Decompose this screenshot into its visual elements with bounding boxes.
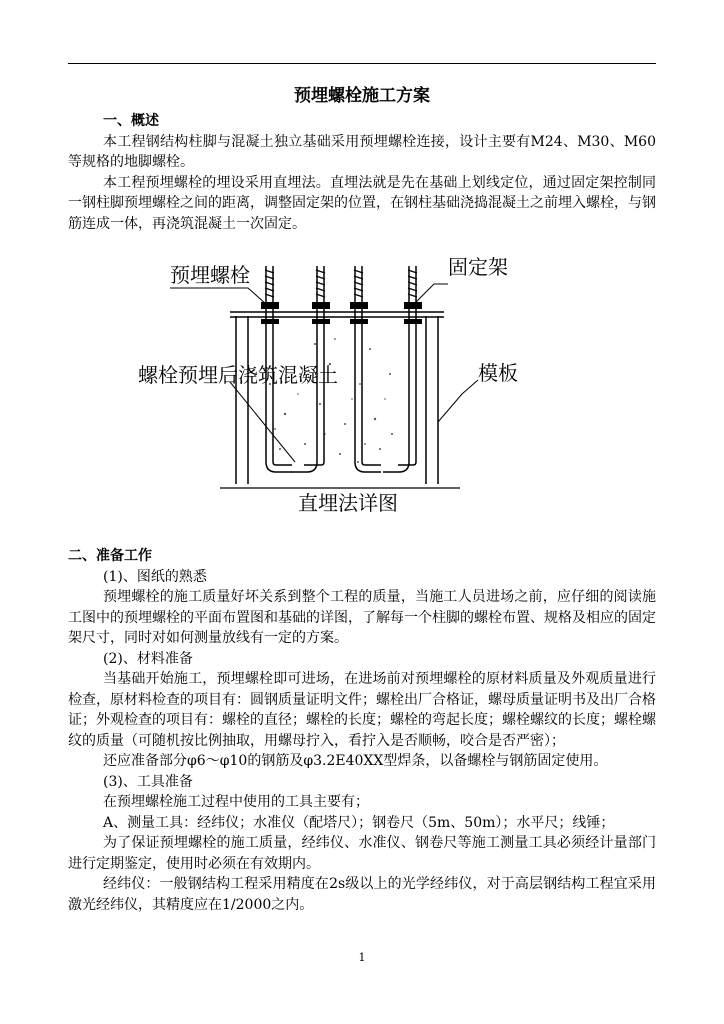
section-overview — [68, 111, 656, 234]
paragraph: 当基础开始施工，预埋螺栓即可进场，在进场前对预埋螺栓的原材料质量及外观质量进行检查，原材料检查的项目有：圆钢质量证明文件；螺栓出厂合格证，螺母质量证明书及出厂合格证；外观检查的项目有：螺栓的直径；螺栓的长度；螺栓的弯起长度；螺栓螺纹的长度；螺栓螺纹的质量（可随机按比例抽取，用螺母拧入，看拧入是否顺畅，咬合是否严密）； — [68, 671, 656, 749]
paragraph: 预埋螺栓的施工质量好坏关系到整个工程的质量，当施工人员进场之前，应仔细的阅读施工图中的预埋螺栓的平面布置图和基础的详图，了解每一个柱脚的螺栓布置、规格及相应的固定架尺寸，同时对如何测量放线有一定的方案。 — [68, 589, 656, 646]
fixing-frame — [230, 312, 444, 317]
section-heading: 二、准备工作 — [68, 548, 152, 564]
label-fixing-frame: 固定架 — [448, 255, 508, 279]
subsection-title: (2)、材料准备 — [103, 650, 193, 667]
page-title: 预埋螺栓施工方案 — [294, 86, 430, 106]
paragraph: 经纬仪：一般钢结构工程采用精度在2s级以上的光学经纬仪，对于高层钢结构工程宜采用激光经纬仪，其精度应在1/2000之内。 — [68, 876, 656, 913]
paragraph: 在预埋螺栓施工过程中使用的工具主要有； — [103, 794, 369, 810]
paragraph: 为了保证预埋螺栓的施工质量，经纬仪、水准仪、钢卷尺等施工测量工具必须经计量部门进行定期鉴定，使用时必须在有效期内。 — [68, 835, 656, 872]
figure-caption: 直埋法详图 — [298, 491, 398, 515]
label-concrete: 螺栓预埋后浇筑混凝土 — [138, 363, 338, 387]
nuts — [261, 302, 422, 324]
paragraph: A、测量工具：经纬仪；水准仪（配塔尺）；钢卷尺（5m、50m）；水平尺；线锤； — [103, 814, 615, 831]
section-preparation — [68, 546, 656, 915]
section-heading: 一、概述 — [103, 113, 159, 129]
paragraph: 本工程预埋螺栓的埋设采用直埋法。直埋法就是先在基础上划线定位，通过固定架控制同一钢柱脚预埋螺栓之间的距离，调整固定架的位置，在钢柱基础浇捣混凝土之前埋入螺栓，与钢筋连成一体，再浇筑混凝土一次固定。 — [68, 174, 656, 232]
label-formwork: 模板 — [478, 361, 518, 385]
direct-burial-diagram — [130, 244, 530, 524]
header-rule — [68, 63, 656, 64]
subsection-title: (3)、工具准备 — [103, 773, 193, 790]
concrete-fill — [269, 338, 393, 463]
page-number: 1 — [358, 951, 366, 964]
label-embedded-bolt: 预埋螺栓 — [170, 263, 250, 287]
paragraph: 本工程钢结构柱脚与混凝土独立基础采用预埋螺栓连接，设计主要有M24、M30、M60等规格的地脚螺栓。 — [68, 133, 656, 170]
subsection-title: (1)、图纸的熟悉 — [103, 568, 207, 585]
paragraph: 还应准备部分φ6～φ10的钢筋及φ3.2E40XX型焊条，以备螺栓与钢筋固定使用。 — [103, 753, 608, 769]
bolt-threads — [265, 270, 417, 297]
